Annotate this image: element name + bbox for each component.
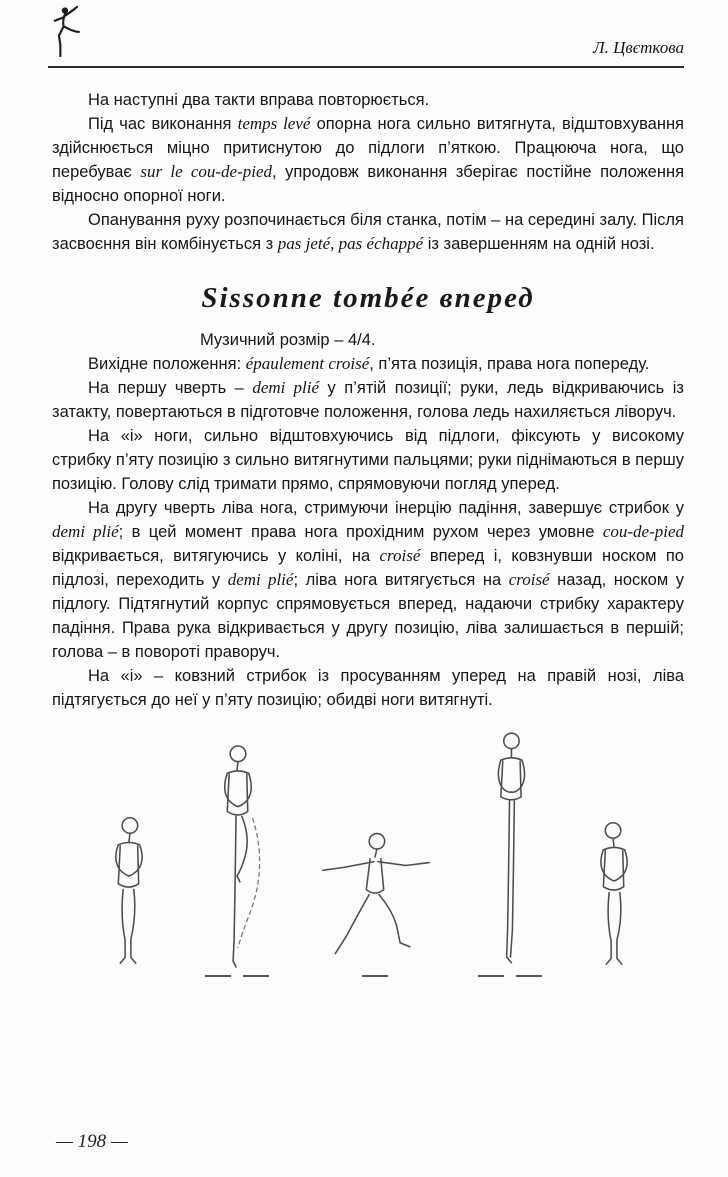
ballet-term: demi plié [252, 378, 320, 397]
dancer-figure-2 [193, 740, 281, 982]
text-run: ; в цей момент права нога прохідним рухом через умовне [118, 523, 603, 541]
ballet-term: demi plié [52, 522, 119, 541]
text-run: На «і» ноги, сильно відштовхуючись від підлоги, фіксують у високому стрибку п’яту позицію з сильно витягнутими пальцями; руки піднімаються в першу позицію. Голову слід тримати прямо, спрямовуючи погляд уперед. [52, 427, 684, 493]
ballet-term: croisé [508, 570, 550, 589]
text-run: На наступні два такти вправа повторюється. [88, 91, 430, 109]
paragraph [52, 112, 684, 208]
text-run: На другу чверть ліва нога, стримуючи інерцію падіння, завершує стрибок у [88, 499, 684, 517]
page-body [0, 68, 728, 982]
paragraph [52, 376, 684, 424]
text-run: Музичний розмір – 4/4. [200, 331, 376, 349]
ballet-term: épaulement croisé [245, 354, 370, 373]
paragraph [52, 352, 684, 376]
dance-figure-row [88, 726, 654, 982]
text-run: у п’ятій позиції; руки, ледь відкриваючись із затакту, повертаються в підготовче положення, голова ледь нахиляється ліворуч. [52, 379, 684, 421]
paragraph [52, 208, 684, 256]
ballet-term: demi plié [227, 570, 294, 589]
paragraph [52, 88, 684, 112]
section-heading: Sissonne tombée вперед [201, 282, 535, 314]
ballet-term: sur le cou-de-pied [140, 162, 273, 181]
page-number: — 198 — [56, 1131, 128, 1152]
text-run: вперед і, ковзнувши носком по підлозі, переходить у [52, 547, 684, 589]
text-block-intro [52, 88, 684, 256]
text-run: опорна нога сильно витягнута, відштовхування здійснюється міцно притиснутою до підлоги п’яткою. Працююча нога, що перебуває [52, 115, 684, 181]
text-run: , п’ята позиція, права нога попереду. [369, 355, 650, 373]
text-run: відкривається, витягуючись у коліні, на [52, 547, 380, 565]
ballet-term: pas jeté, pas échappé [277, 234, 424, 253]
dancer-figure-3 [306, 820, 444, 982]
text-run: Вихідне положення: [88, 355, 246, 373]
page-footer [56, 1131, 128, 1153]
text-run: На «і» – ковзний стрибок із просуванням уперед на правій нозі, ліва підтягується до неї у п’яту позицію; обидві ноги витягнуті. [52, 667, 684, 709]
text-run: Під час виконання [88, 115, 238, 133]
author-name: Л. Цвєткова [593, 38, 684, 57]
ground-line [199, 970, 275, 982]
paragraph [52, 496, 684, 664]
paragraph [52, 328, 684, 352]
text-block-description [52, 328, 684, 712]
ballet-term: temps levé [237, 114, 311, 133]
text-run: На першу чверть – [88, 379, 253, 397]
ballet-dancer-logo-icon [48, 5, 82, 62]
text-run: ; ліва нога витягується на [293, 571, 509, 589]
ground-line [472, 970, 548, 982]
text-run: , упродовж виконання зберігає постійне положення відносно опорної ноги. [52, 163, 684, 205]
text-run: назад, носком у підлогу. Підтягнутий корпус спрямовується вперед, надаючи стрибку характеру падіння. Права рука відкривається у другу позицію, ліва залишається в першій; голова – в повороті праворуч. [52, 571, 684, 661]
dancer-figure-1 [88, 810, 168, 982]
dancer-figure-5 [576, 815, 654, 982]
paragraph [52, 424, 684, 496]
ground-line [356, 970, 394, 982]
dancer-figure-4 [469, 726, 551, 982]
text-run: Опанування руху розпочинається біля станка, потім – на середині залу. Після засвоєння він комбінується з [52, 211, 684, 253]
paragraph [52, 664, 684, 712]
text-run: із завершенням на одній нозі. [423, 235, 655, 253]
ballet-term: croisé [379, 546, 421, 565]
page-header [48, 10, 684, 68]
ballet-term: cou-de-pied [602, 522, 684, 541]
